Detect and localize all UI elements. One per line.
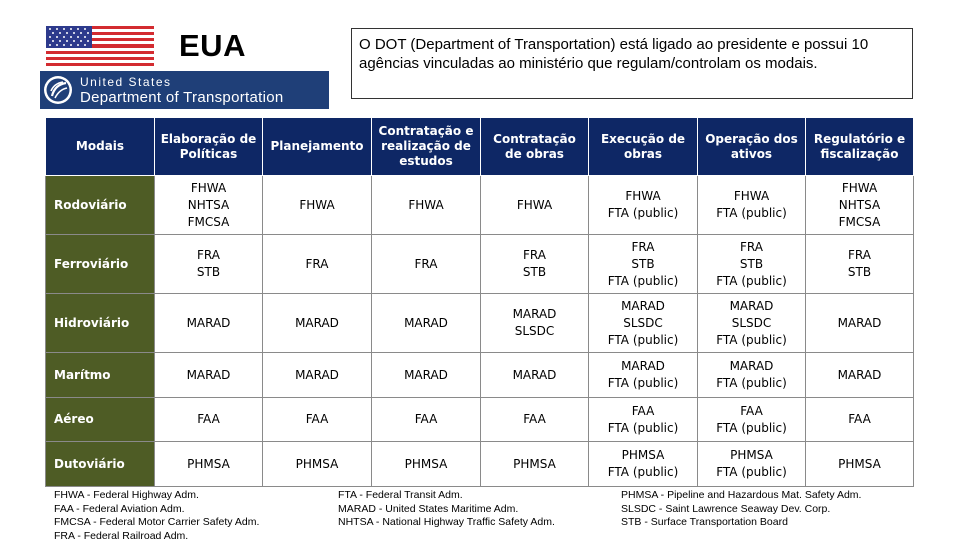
agency-name: STB: [739, 256, 764, 271]
agency-cell: [155, 235, 263, 294]
agency-name: FRA: [197, 248, 220, 262]
flag-star: [56, 36, 58, 38]
agency-name: NHTSA: [838, 197, 881, 212]
agency-name: MARAD: [837, 367, 882, 382]
flag-star: [59, 32, 61, 34]
agency-cell: [481, 442, 589, 487]
agency-cell: [263, 235, 372, 294]
agency-name: PHMSA: [730, 448, 773, 462]
flag-star: [70, 36, 72, 38]
legend-item: PHMSA - Pipeline and Hazardous Mat. Safety Adm.: [621, 489, 862, 501]
agency-name: FTA (public): [607, 332, 679, 347]
agency-cell: [481, 235, 589, 294]
agency-name: MARAD: [512, 307, 557, 321]
flag-star: [77, 44, 79, 46]
logo-line-1: United States: [80, 75, 172, 89]
flag-star: [56, 28, 58, 30]
agency-name: PHMSA: [404, 456, 448, 471]
agency-cell: [155, 294, 263, 353]
table-row: [46, 442, 914, 487]
flag-star: [87, 40, 89, 42]
agency-name: MARAD: [729, 359, 774, 373]
legend-item: STB - Surface Transportation Board: [621, 516, 788, 528]
agency-name: MARAD: [295, 367, 339, 382]
agency-name: MARAD: [404, 367, 448, 382]
agency-name: FRA: [740, 239, 763, 254]
table-header-row: [46, 118, 914, 176]
agency-cell: [372, 176, 481, 235]
mode-label: Ferroviário: [46, 235, 155, 294]
mode-label: Hidroviário: [46, 294, 155, 353]
flag-star: [59, 40, 61, 42]
flag-star: [52, 32, 54, 34]
agency-name: FTA (public): [716, 376, 787, 390]
agency-cell: [263, 442, 372, 487]
agency-name: FAA: [740, 403, 763, 418]
agency-cell: [698, 398, 806, 442]
agency-name: FRA: [523, 248, 546, 262]
table-row: [46, 294, 914, 353]
legend-column-3: [621, 489, 861, 530]
column-header: Regulatório e fiscalização: [806, 118, 914, 176]
agency-cell: [155, 353, 263, 398]
flag-star: [63, 28, 65, 30]
flag-star: [84, 44, 86, 46]
flag-star: [84, 36, 86, 38]
agency-cell: [263, 176, 372, 235]
legend-item: MARAD - United States Maritime Adm.: [338, 502, 519, 515]
agency-name: PHMSA: [621, 448, 665, 462]
agency-name: FHWA: [516, 197, 553, 212]
mode-label: Rodoviário: [46, 176, 155, 235]
legend-item: FHWA - Federal Highway Adm.: [54, 489, 199, 501]
agency-name: FRA: [305, 256, 329, 271]
mode-label: Marítmo: [46, 353, 155, 398]
agency-name: PHMSA: [513, 456, 556, 471]
agency-name: FTA (public): [716, 420, 787, 435]
agency-cell: [372, 294, 481, 353]
legend-item: FAA - Federal Aviation Adm.: [54, 502, 185, 515]
legend-column-2: [338, 489, 555, 530]
agency-cell: [589, 294, 698, 353]
agency-name: MARAD: [621, 298, 665, 313]
agencies-table: [45, 117, 914, 487]
agency-name: FAA: [305, 412, 329, 426]
flag-star: [49, 44, 51, 46]
agency-cell: [589, 442, 698, 487]
flag-star: [80, 40, 82, 42]
flag-star: [66, 32, 68, 34]
agency-name: STB: [196, 265, 221, 279]
column-header: Operação dos ativos: [698, 118, 806, 176]
agency-name: SLSDC: [623, 315, 663, 330]
agency-cell: [155, 442, 263, 487]
flag-star: [73, 40, 75, 42]
agency-name: FTA (public): [607, 376, 679, 390]
agency-cell: [806, 176, 914, 235]
mode-label: Aéreo: [46, 398, 155, 442]
agency-name: FAA: [197, 412, 220, 426]
agency-name: FTA (public): [716, 206, 787, 220]
flag-star: [49, 28, 51, 30]
flag-star: [77, 36, 79, 38]
table-row: [46, 353, 914, 398]
agency-name: FHWA: [625, 189, 661, 203]
agency-name: FRA: [414, 256, 438, 271]
agency-cell: [806, 353, 914, 398]
agency-cell: [372, 398, 481, 442]
agency-name: FHWA: [841, 180, 878, 195]
agency-cell: [155, 176, 263, 235]
agency-cell: [372, 442, 481, 487]
agency-name: FHWA: [299, 197, 335, 212]
flag-star: [52, 40, 54, 42]
description-box: O DOT (Department of Transportation) está ligado ao presidente e possui 10 agências vinculadas ao ministério que regulam/controlam os modais.: [351, 28, 913, 99]
agency-cell: [698, 353, 806, 398]
flag-star: [73, 32, 75, 34]
agency-name: FAA: [414, 412, 438, 426]
agency-name: STB: [847, 265, 872, 279]
agency-cell: [589, 353, 698, 398]
column-header: Contratação e realização de estudos: [372, 118, 481, 176]
agency-name: PHMSA: [187, 456, 230, 471]
table-row: [46, 398, 914, 442]
flag-star: [77, 28, 79, 30]
agency-name: FTA (public): [716, 332, 787, 347]
mode-label: Dutoviário: [46, 442, 155, 487]
agency-name: FTA (public): [607, 273, 679, 288]
legend-item: SLSDC - Saint Lawrence Seaway Dev. Corp.: [621, 502, 831, 515]
agency-cell: [481, 398, 589, 442]
flag-star: [56, 44, 58, 46]
agency-name: MARAD: [512, 367, 557, 382]
agency-cell: [263, 353, 372, 398]
agency-name: FTA (public): [716, 273, 787, 288]
agency-name: FAA: [631, 403, 655, 418]
agency-cell: [155, 398, 263, 442]
agency-name: FTA (public): [607, 465, 679, 479]
flag-star: [87, 32, 89, 34]
flag-star: [70, 44, 72, 46]
agency-name: FAA: [523, 412, 546, 426]
us-flag-icon: [46, 26, 154, 66]
column-header: Contratação de obras: [481, 118, 589, 176]
agency-name: FTA (public): [607, 206, 679, 220]
agency-name: FAA: [848, 412, 871, 426]
agency-name: FHWA: [408, 197, 444, 212]
agency-cell: [806, 398, 914, 442]
agency-name: MARAD: [186, 315, 231, 330]
legend-column-1: [54, 489, 259, 540]
agency-cell: [481, 353, 589, 398]
agency-cell: [589, 398, 698, 442]
column-header: Execução de obras: [589, 118, 698, 176]
flag-star: [80, 32, 82, 34]
flag-star: [49, 36, 51, 38]
agency-name: FRA: [848, 248, 871, 262]
flag-star: [66, 40, 68, 42]
agency-cell: [806, 294, 914, 353]
agency-name: NHTSA: [187, 197, 230, 212]
legend-item: FTA - Federal Transit Adm.: [338, 489, 463, 501]
agency-cell: [589, 235, 698, 294]
agency-name: FHWA: [190, 180, 227, 195]
agency-name: FTA (public): [607, 420, 679, 435]
flag-star: [70, 28, 72, 30]
agency-cell: [589, 176, 698, 235]
country-title: EUA: [179, 28, 246, 63]
agency-name: FMCSA: [187, 214, 230, 229]
agency-cell: [372, 235, 481, 294]
legend-item: FRA - Federal Railroad Adm.: [54, 529, 189, 540]
flag-star: [63, 36, 65, 38]
agency-name: SLSDC: [731, 315, 772, 330]
dot-emblem-icon: [43, 75, 73, 105]
agency-cell: [372, 353, 481, 398]
agency-cell: [806, 235, 914, 294]
agency-cell: [263, 294, 372, 353]
agency-cell: [263, 398, 372, 442]
agency-name: SLSDC: [514, 324, 555, 338]
flag-star: [84, 28, 86, 30]
logo-line-2: Department of Transportation: [80, 89, 284, 106]
agency-name: STB: [631, 256, 655, 271]
agency-cell: [698, 176, 806, 235]
agency-name: PHMSA: [838, 456, 881, 471]
table-row: [46, 235, 914, 294]
agency-name: MARAD: [186, 367, 231, 382]
agency-name: MARAD: [295, 315, 339, 330]
column-header: Modais: [46, 118, 155, 176]
agency-name: MARAD: [729, 298, 774, 313]
agency-cell: [806, 442, 914, 487]
agency-name: MARAD: [404, 315, 448, 330]
agency-name: FRA: [631, 239, 655, 254]
agency-name: FTA (public): [716, 465, 787, 479]
agency-name: MARAD: [621, 359, 665, 373]
legend-item: NHTSA - National Highway Traffic Safety Adm.: [338, 516, 555, 528]
agency-cell: [481, 294, 589, 353]
dot-logo: [40, 71, 329, 109]
flag-stripe: [46, 63, 154, 66]
agency-name: FHWA: [733, 189, 770, 203]
column-header: Planejamento: [263, 118, 372, 176]
agency-name: FMCSA: [838, 214, 881, 229]
agency-name: MARAD: [837, 315, 882, 330]
agency-cell: [698, 235, 806, 294]
legend-item: FMCSA - Federal Motor Carrier Safety Adm.: [54, 516, 260, 528]
agency-cell: [698, 442, 806, 487]
agency-name: STB: [522, 265, 547, 279]
table-row: [46, 176, 914, 235]
agency-cell: [698, 294, 806, 353]
agency-name: PHMSA: [295, 456, 339, 471]
flag-star: [63, 44, 65, 46]
column-header: Elaboração de Políticas: [155, 118, 263, 176]
agency-cell: [481, 176, 589, 235]
